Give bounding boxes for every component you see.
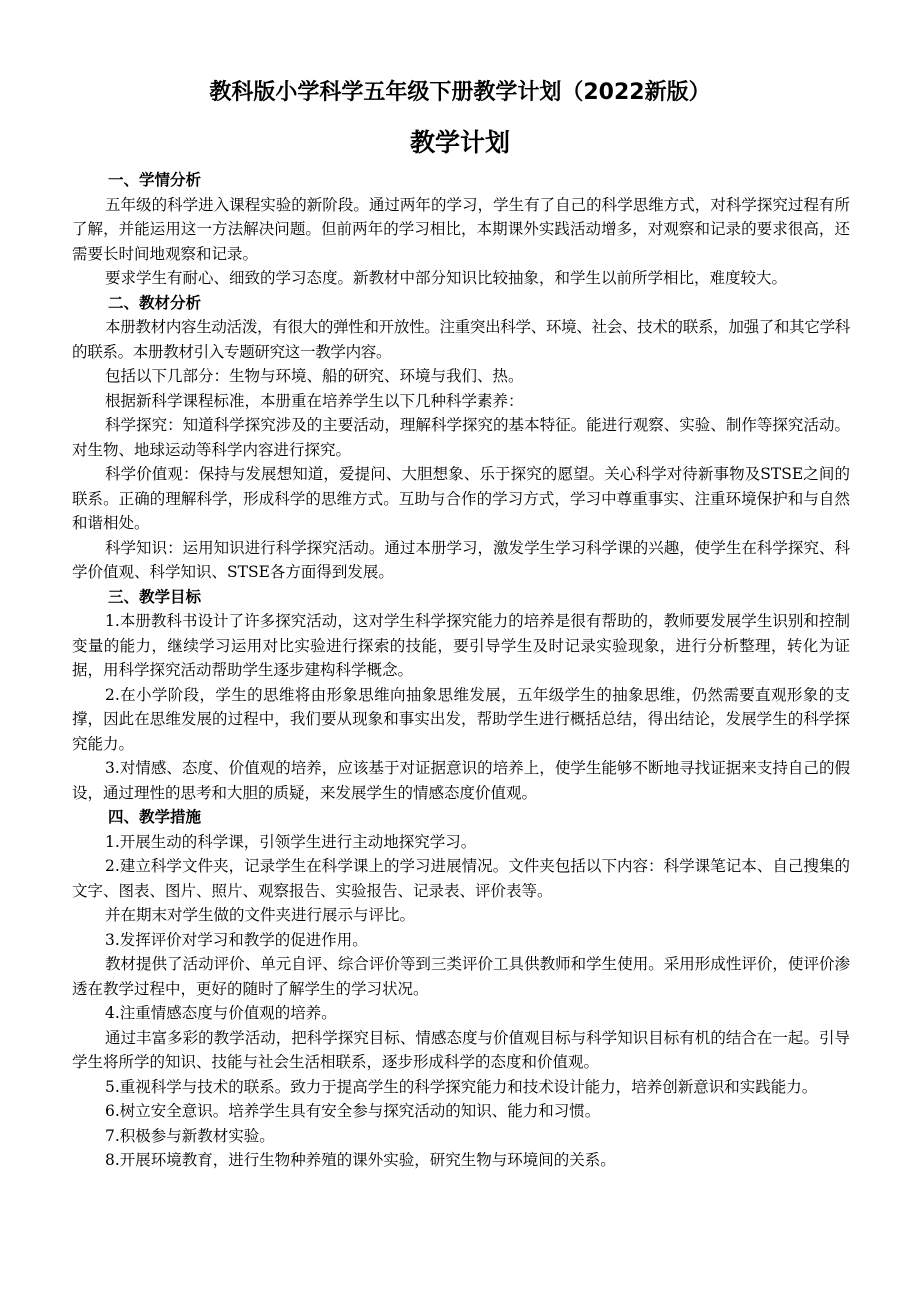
document-subtitle: 教学计划: [409, 128, 510, 157]
paragraph: 3.发挥评价对学习和教学的促进作用。: [105, 930, 368, 949]
document-body: [72, 168, 850, 1173]
section-heading: 四、教学措施: [108, 808, 202, 826]
paragraph: 1.本册教科书设计了许多探究活动，这对学生科学探究能力的培养是很有帮助的，教师要发展学生识别和控制变量的能力，继续学习运用对比实验进行探索的技能，要引导学生及时记录实验现象，进行分析整理，转化为证据，用科学探究活动帮助学生逐步建构科学概念。: [72, 612, 850, 679]
paragraph: 2.在小学阶段，学生的思维将由形象思维向抽象思维发展，五年级学生的抽象思维，仍然需要直观形象的支撑，因此在思维发展的过程中，我们要从现象和事实出发，帮助学生进行概括总结，得出结论，发展学生的科学探究能力。: [72, 685, 850, 753]
paragraph: 5.重视科学与技术的联系。致力于提高学生的科学探究能力和技术设计能力，培养创新意识和实践能力。: [105, 1077, 818, 1096]
paragraph: 本册教材内容生动活泼，有很大的弹性和开放性。注重突出科学、环境、社会、技术的联系，加强了和其它学科的联系。本册教材引入专题研究这一教学内容。: [72, 318, 850, 361]
paragraph: 教材提供了活动评价、单元自评、综合评价等到三类评价工具供教师和学生使用。采用形成性评价，使评价渗透在教学过程中，更好的随时了解学生的学习状况。: [72, 955, 850, 998]
section-textbook-analysis: [72, 291, 850, 585]
section-teaching-measures: [72, 805, 850, 1173]
paragraph: 3.对情感、态度、价值观的培养，应该基于对证据意识的培养上，使学生能够不断地寻找证据来支持自己的假设，通过理性的思考和大胆的质疑，来发展学生的情感态度价值观。: [72, 759, 850, 802]
paragraph: 4.注重情感态度与价值观的培养。: [105, 1004, 337, 1022]
paragraph: 8.开展环境教育，进行生物种养殖的课外实验，研究生物与环境间的关系。: [105, 1151, 616, 1169]
paragraph: 科学知识：运用知识进行科学探究活动。通过本册学习，激发学生学习科学课的兴趣，使学生在科学探究、科学价值观、科学知识、STSE各方面得到发展。: [72, 538, 850, 581]
paragraph: 并在期末对学生做的文件夹进行展示与评比。: [105, 906, 416, 924]
paragraph: 科学探究：知道科学探究涉及的主要活动，理解科学探究的基本特征。能进行观察、实验、制作等探究活动。对生物、地球运动等科学内容进行探究。: [72, 416, 850, 459]
paragraph: 通过丰富多彩的教学活动，把科学探究目标、情感态度与价值观目标与科学知识目标有机的结合在一起。引导学生将所学的知识、技能与社会生活相联系，逐步形成科学的态度和价值观。: [72, 1028, 850, 1071]
section-student-analysis: [72, 168, 850, 291]
paragraph: 包括以下几部分：生物与环境、船的研究、环境与我们、热。: [105, 367, 524, 385]
section-heading: 三、教学目标: [108, 587, 202, 606]
section-teaching-goals: [72, 585, 850, 806]
paragraph: 要求学生有耐心、细致的学习态度。新教材中部分知识比较抽象，和学生以前所学相比，难度较大。: [105, 269, 788, 287]
paragraph: 科学价值观：保持与发展想知道，爱提问、大胆想象、乐于探究的愿望。关心科学对待新事物及STSE之间的联系。正确的理解科学，形成科学的思维方式。互助与合作的学习方式，学习中尊重事实、注重环境保护和与自然和谐相处。: [72, 465, 850, 532]
paragraph: 五年级的科学进入课程实验的新阶段。通过两年的学习，学生有了自己的科学思维方式，对科学探究过程有所了解，并能运用这一方法解决问题。但前两年的学习相比，本期课外实践活动增多，对观察和记录的要求很高，还需要长时间地观察和记录。: [72, 195, 850, 263]
paragraph: 2.建立科学文件夹，记录学生在科学课上的学习进展情况。文件夹包括以下内容：科学课笔记本、自己搜集的文字、图表、图片、照片、观察报告、实验报告、记录表、评价表等。: [72, 857, 850, 900]
paragraph: 根据新科学课程标准，本册重在培养学生以下几种科学素养：: [105, 391, 524, 410]
section-heading: 二、教材分析: [108, 293, 202, 312]
paragraph: 1.开展生动的科学课，引领学生进行主动地探究学习。: [105, 832, 477, 851]
section-heading: 一、学情分析: [108, 171, 202, 189]
paragraph: 7.积极参与新教材实验。: [105, 1126, 275, 1145]
paragraph: 6.树立安全意识。培养学生具有安全参与探究活动的知识、能力和习惯。: [105, 1102, 601, 1120]
document-title: 教科版小学科学五年级下册教学计划（2022新版）: [209, 80, 711, 105]
